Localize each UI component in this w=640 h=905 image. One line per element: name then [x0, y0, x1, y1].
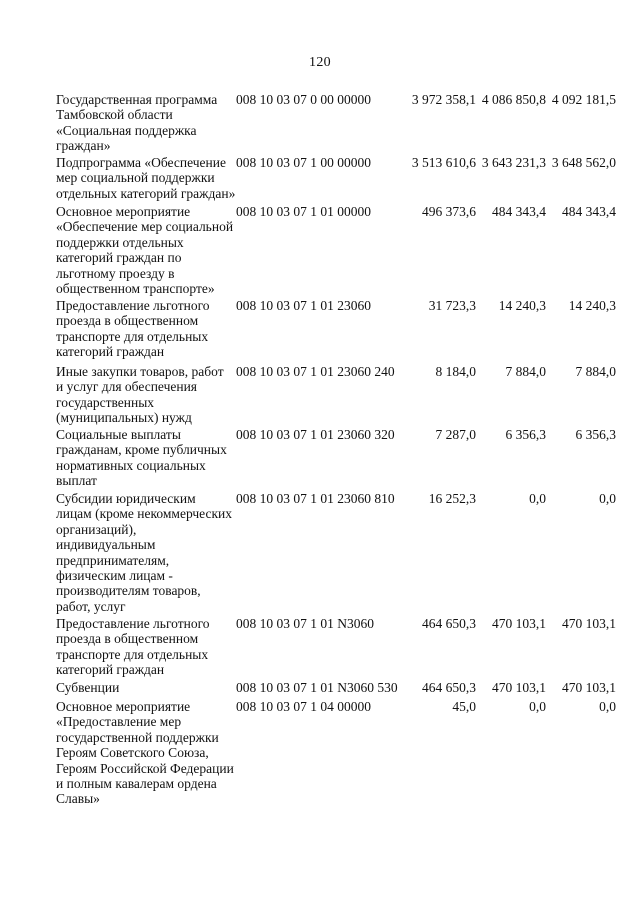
row-code: 008 10 03 07 1 01 23060 810 [236, 491, 395, 506]
row-value-3: 3 648 562,0 [551, 155, 616, 170]
row-value-1: 3 972 358,1 [411, 92, 476, 107]
row-code: 008 10 03 07 1 01 N3060 530 [236, 680, 398, 695]
row-value-1: 31 723,3 [428, 298, 476, 313]
row-value-3: 470 103,1 [562, 680, 616, 695]
row-value-1: 464 650,3 [422, 680, 476, 695]
row-code: 008 10 03 07 1 00 00000 [236, 155, 371, 170]
row-value-2: 3 643 231,3 [481, 155, 546, 170]
row-name: Основное мероприятие «Обеспечение мер социальной поддержки отдельных категорий граждан по льготному проезду в общественном транспорте» [56, 204, 234, 297]
row-value-1: 3 513 610,6 [411, 155, 476, 170]
row-value-1: 16 252,3 [428, 491, 476, 506]
row-value-1: 8 184,0 [435, 364, 476, 379]
row-value-3: 0,0 [599, 491, 616, 506]
row-value-1: 45,0 [452, 699, 476, 714]
row-value-2: 470 103,1 [492, 680, 546, 695]
row-value-2: 0,0 [529, 491, 546, 506]
row-value-2: 4 086 850,8 [481, 92, 546, 107]
row-value-2: 14 240,3 [498, 298, 546, 313]
row-value-3: 14 240,3 [568, 298, 616, 313]
row-code: 008 10 03 07 1 04 00000 [236, 699, 371, 714]
row-code: 008 10 03 07 1 01 00000 [236, 204, 371, 219]
row-name: Иные закупки товаров, работ и услуг для обеспечения государственных (муниципальных) нужд [56, 364, 224, 426]
row-value-2: 7 884,0 [505, 364, 546, 379]
row-name: Субвенции [56, 680, 120, 695]
row-code: 008 10 03 07 1 01 23060 240 [236, 364, 395, 379]
row-value-3: 484 343,4 [562, 204, 616, 219]
row-name: Социальные выплаты гражданам, кроме публичных нормативных социальных выплат [56, 427, 227, 489]
row-name: Предоставление льготного проезда в общественном транспорте для отдельных категорий граждан [56, 298, 210, 360]
page-number: 120 [309, 55, 331, 70]
row-value-3: 7 884,0 [575, 364, 616, 379]
row-name: Предоставление льготного проезда в общественном транспорте для отдельных категорий граждан [56, 616, 210, 678]
row-code: 008 10 03 07 0 00 00000 [236, 92, 371, 107]
row-code: 008 10 03 07 1 01 23060 [236, 298, 371, 313]
row-value-1: 464 650,3 [422, 616, 476, 631]
row-name: Подпрограмма «Обеспечение мер социальной поддержки отдельных категорий граждан» [56, 155, 236, 201]
row-value-3: 6 356,3 [575, 427, 616, 442]
row-value-3: 0,0 [599, 699, 616, 714]
row-code: 008 10 03 07 1 01 N3060 [236, 616, 374, 631]
row-value-2: 6 356,3 [505, 427, 546, 442]
row-value-2: 0,0 [529, 699, 546, 714]
row-value-1: 496 373,6 [422, 204, 476, 219]
row-value-2: 484 343,4 [492, 204, 546, 219]
row-name: Основное мероприятие «Предоставление мер государственной поддержки Героям Советского Союза, Героям Российской Федерации и полным кавалерам ордена Славы» [56, 699, 234, 807]
row-value-2: 470 103,1 [492, 616, 546, 631]
row-code: 008 10 03 07 1 01 23060 320 [236, 427, 395, 442]
row-value-3: 4 092 181,5 [551, 92, 616, 107]
row-name: Государственная программа Тамбовской области «Социальная поддержка граждан» [56, 92, 218, 154]
row-value-3: 470 103,1 [562, 616, 616, 631]
row-name: Субсидии юридическим лицам (кроме некоммерческих организаций), индивидуальным предпринимателям, физическим лицам - производителям товаров, работ, услуг [56, 491, 233, 614]
row-value-1: 7 287,0 [435, 427, 476, 442]
